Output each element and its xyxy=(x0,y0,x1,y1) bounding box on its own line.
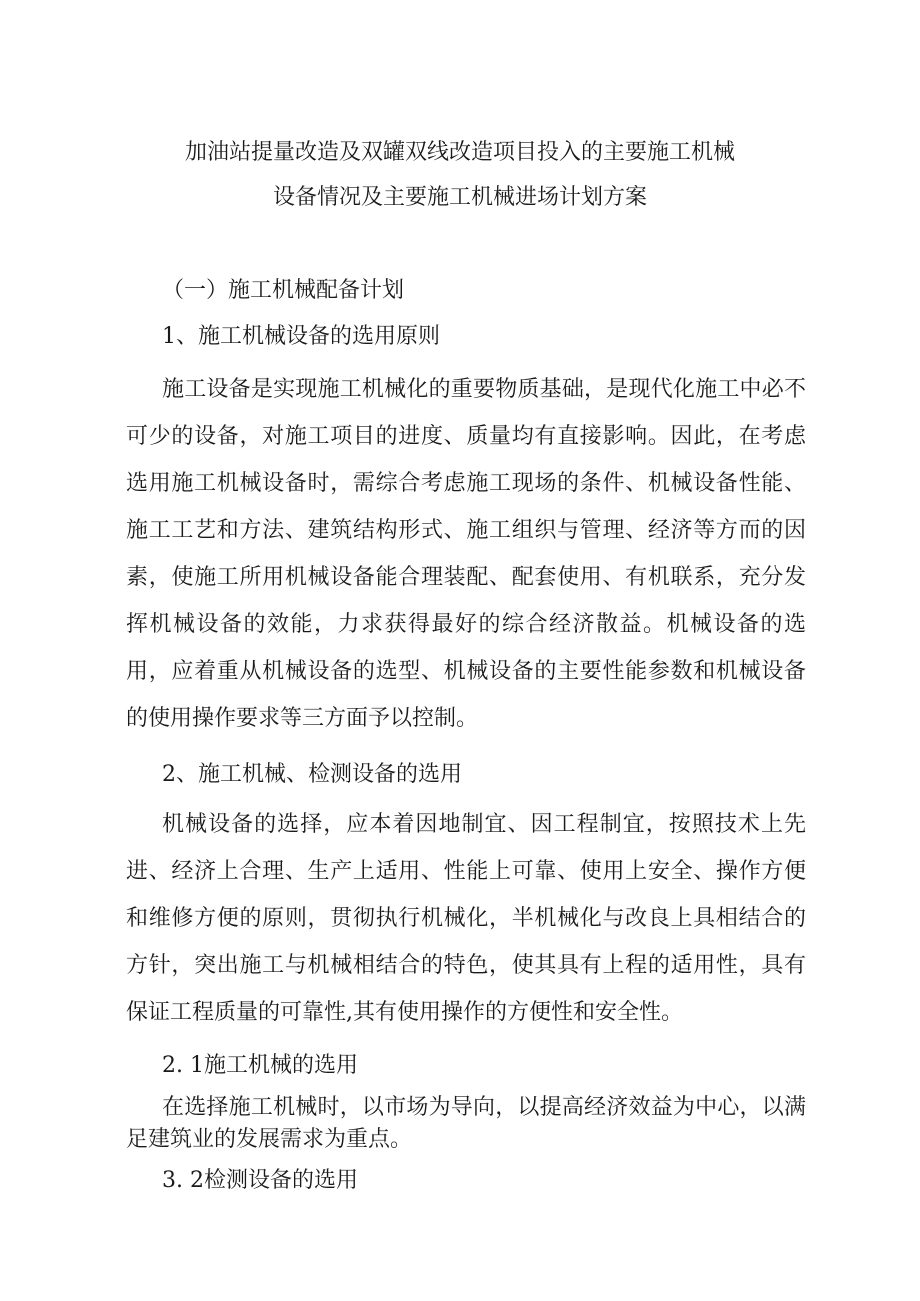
subsection-1-heading: 1、施工机械设备的选用原则 xyxy=(162,324,440,349)
subsection-3-2-heading: 3. 2检测设备的选用 xyxy=(162,1168,358,1193)
document-title-line-1: 加油站提量改造及双罐双线改造项目投入的主要施工机械 xyxy=(184,140,735,165)
subsection-2-1-heading: 2. 1施工机械的选用 xyxy=(162,1053,358,1078)
subsection-2-1-body: 在选择施工机械时，以市场为导向，以提高经济效益为中心，以满足建筑业的发展需求为重点。 xyxy=(126,1095,806,1152)
subsection-1-body: 施工设备是实现施工机械化的重要物质基础，是现代化施工中必不可少的设备，对施工项目的进度、质量均有直接影响。因此，在考虑选用施工机械设备时，需综合考虑施工现场的条件、机械设备性能、施工工艺和方法、建筑结构形式、施工组织与管理、经济等方而的因素，使施工所用机械设备能合理装配、配套使用、有机联系，充分发挥机械设备的效能，力求获得最好的综合经济散益。机械设备的选用，应着重从机械设备的选型、机械设备的主要性能参数和机械设备的使用操作要求等三方面予以控制。 xyxy=(126,377,806,731)
subsection-2-heading: 2、施工机械、检测设备的选用 xyxy=(162,762,462,787)
subsection-2-body: 机械设备的选择，应本着因地制宜、因工程制宜，按照技术上先进、经济上合理、生产上适用、性能上可靠、使用上安全、操作方便和维修方便的原则，贯彻执行机械化，半机械化与改良上具相结合的方针，突出施工与机械相结合的特色，使其具有上程的适用性，具有保证工程质量的可靠性,其有使用操作的方便性和安全性。 xyxy=(126,812,806,1025)
section-heading: （一）施工机械配备计划 xyxy=(162,278,405,303)
document-title-line-2: 设备情况及主要施工机械进场计划方案 xyxy=(272,185,647,210)
